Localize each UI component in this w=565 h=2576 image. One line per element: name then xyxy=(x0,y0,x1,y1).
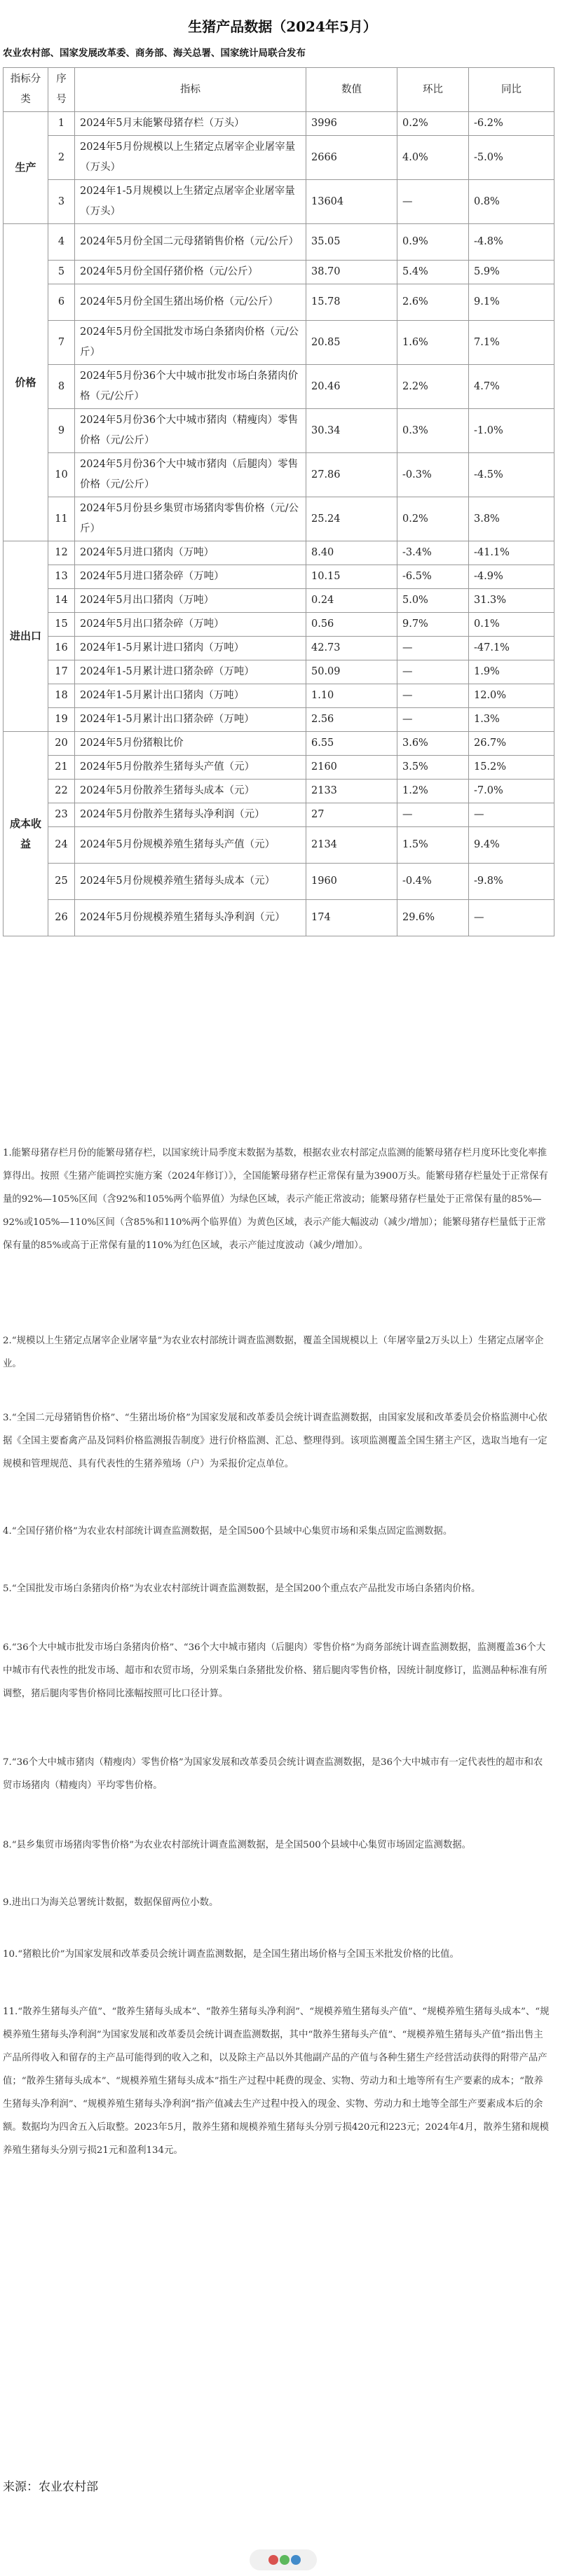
value-cell: 42.73 xyxy=(306,637,397,660)
table-row xyxy=(4,684,554,708)
seq-cell: 4 xyxy=(48,224,75,261)
seq-cell: 22 xyxy=(48,780,75,803)
category-cell: 价格 xyxy=(4,224,48,541)
value-cell: 38.70 xyxy=(306,261,397,284)
seq-cell: 19 xyxy=(48,708,75,732)
value-cell: 30.34 xyxy=(306,409,397,453)
note-paragraph: 8.“县乡集贸市场猪肉零售价格”为农业农村部统计调查监测数据，是全国500个县域中心集贸市场固定监测数据。 xyxy=(3,1840,471,1850)
seq-cell: 17 xyxy=(48,660,75,684)
indicator-cell: 2024年5月份散养生猪每头产值（元） xyxy=(75,756,306,780)
seq-cell: 26 xyxy=(48,900,75,936)
yoy-cell: -9.8% xyxy=(469,864,554,900)
mom-cell: — xyxy=(397,708,469,732)
indicator-cell: 2024年1-5月规模以上生猪定点屠宰企业屠宰量（万头） xyxy=(75,180,306,224)
value-cell: 13604 xyxy=(306,180,397,224)
yoy-cell: -47.1% xyxy=(469,637,554,660)
mom-cell: -0.4% xyxy=(397,864,469,900)
mom-cell: 4.0% xyxy=(397,136,469,180)
note-paragraph: 7.“36个大中城市猪肉（精瘦肉）零售价格”为国家发展和改革委员会统计调查监测数据，是36个大中城市有一定代表性的超市和农贸市场猪肉（精瘦肉）平均零售价格。 xyxy=(3,1757,543,1791)
value-cell: 20.85 xyxy=(306,321,397,365)
seq-cell: 23 xyxy=(48,803,75,827)
indicator-cell: 2024年5月份全国生猪出场价格（元/公斤） xyxy=(75,284,306,321)
table-row xyxy=(4,453,554,497)
table-row xyxy=(4,565,554,589)
table-row xyxy=(4,261,554,284)
table-row xyxy=(4,497,554,541)
seq-cell: 16 xyxy=(48,637,75,660)
indicator-cell: 2024年5月末能繁母猪存栏（万头） xyxy=(75,112,306,136)
mom-cell: — xyxy=(397,637,469,660)
header-category: 指标分类 xyxy=(4,68,48,112)
indicator-cell: 2024年5月进口猪杂碎（万吨） xyxy=(75,565,306,589)
value-cell: 3996 xyxy=(306,112,397,136)
table-row xyxy=(4,780,554,803)
table-row xyxy=(4,136,554,180)
note-paragraph: 5.“全国批发市场白条猪肉价格”为农业农村部统计调查监测数据，是全国200个重点农产品批发市场白条猪肉价格。 xyxy=(3,1584,481,1594)
mom-cell: — xyxy=(397,684,469,708)
indicator-cell: 2024年5月份规模以上生猪定点屠宰企业屠宰量（万头） xyxy=(75,136,306,180)
indicator-cell: 2024年5月份规模养殖生猪每头产值（元） xyxy=(75,827,306,864)
indicator-cell: 2024年5月份全国仔猪价格（元/公斤） xyxy=(75,261,306,284)
seq-cell: 14 xyxy=(48,589,75,613)
indicator-cell: 2024年5月份猪粮比价 xyxy=(75,732,306,756)
value-cell: 0.24 xyxy=(306,589,397,613)
seq-cell: 21 xyxy=(48,756,75,780)
category-cell: 成本收益 xyxy=(4,732,48,936)
header-value: 数值 xyxy=(306,68,397,112)
table-row xyxy=(4,589,554,613)
mom-cell: 1.5% xyxy=(397,827,469,864)
footer-logo-icon xyxy=(250,2544,317,2572)
indicator-cell: 2024年5月份36个大中城市猪肉（精瘦肉）零售价格（元/公斤） xyxy=(75,409,306,453)
yoy-cell: 0.1% xyxy=(469,613,554,637)
table-row xyxy=(4,112,554,136)
indicator-cell: 2024年5月份全国批发市场白条猪肉价格（元/公斤） xyxy=(75,321,306,365)
table-row xyxy=(4,365,554,409)
header-mom: 环比 xyxy=(397,68,469,112)
value-cell: 0.56 xyxy=(306,613,397,637)
yoy-cell: -4.8% xyxy=(469,224,554,261)
yoy-cell: 7.1% xyxy=(469,321,554,365)
value-cell: 35.05 xyxy=(306,224,397,261)
table-header-row xyxy=(4,68,554,112)
seq-cell: 15 xyxy=(48,613,75,637)
yoy-cell: 5.9% xyxy=(469,261,554,284)
yoy-cell: 12.0% xyxy=(469,684,554,708)
category-cell: 生产 xyxy=(4,112,48,224)
yoy-cell: 15.2% xyxy=(469,756,554,780)
note-paragraph: 1.能繁母猪存栏月份的能繁母猪存栏，以国家统计局季度末数据为基数，根据农业农村部定点监测的能繁母猪存栏月度环比变化率推算得出。按照《生猪产能调控实施方案（2024年修订）》，全国能繁母猪存栏正常保有量为3900万头。能繁母猪存栏量处于正常保有量的92%—105%区间（含92%和105%两个临界值）为绿色区域，表示产能正常波动；能繁母猪存栏量处于正常保有量的85%—92%或105%—110%区间（含85%和110%两个临界值）为黄色区域，表示产能大幅波动（减少/增加）；能繁母猪存栏量低于正常保有量的85%或高于正常保有量的110%为红色区域，表示产能过度波动（减少/增加）。 xyxy=(3,1148,548,1251)
mom-cell: 5.4% xyxy=(397,261,469,284)
table-row xyxy=(4,900,554,936)
note-paragraph: 2.“规模以上生猪定点屠宰企业屠宰量”为农业农村部统计调查监测数据，覆盖全国规模以上（年屠宰量2万头以上）生猪定点屠宰企业。 xyxy=(3,1336,544,1369)
mom-cell: 3.5% xyxy=(397,756,469,780)
yoy-cell: — xyxy=(469,803,554,827)
table-row xyxy=(4,660,554,684)
yoy-cell: 1.3% xyxy=(469,708,554,732)
mom-cell: -0.3% xyxy=(397,453,469,497)
mom-cell: — xyxy=(397,180,469,224)
table-row xyxy=(4,409,554,453)
mom-cell: 0.2% xyxy=(397,112,469,136)
value-cell: 20.46 xyxy=(306,365,397,409)
mom-cell: 1.6% xyxy=(397,321,469,365)
yoy-cell: — xyxy=(469,900,554,936)
indicator-cell: 2024年1-5月累计进口猪肉（万吨） xyxy=(75,637,306,660)
yoy-cell: 31.3% xyxy=(469,589,554,613)
note-paragraph: 10.“猪粮比价”为国家发展和改革委员会统计调查监测数据，是全国生猪出场价格与全国玉米批发价格的比值。 xyxy=(3,1949,459,1960)
indicator-cell: 2024年5月进口猪肉（万吨） xyxy=(75,541,306,565)
seq-cell: 10 xyxy=(48,453,75,497)
header-seq: 序号 xyxy=(48,68,75,112)
seq-cell: 11 xyxy=(48,497,75,541)
value-cell: 27 xyxy=(306,803,397,827)
yoy-cell: -1.0% xyxy=(469,409,554,453)
seq-cell: 24 xyxy=(48,827,75,864)
indicator-cell: 2024年5月份散养生猪每头净利润（元） xyxy=(75,803,306,827)
yoy-cell: -41.1% xyxy=(469,541,554,565)
indicator-cell: 2024年5月份规模养殖生猪每头成本（元） xyxy=(75,864,306,900)
value-cell: 2133 xyxy=(306,780,397,803)
mom-cell: 0.2% xyxy=(397,497,469,541)
note-paragraph: 9.进出口为海关总署统计数据，数据保留两位小数。 xyxy=(3,1897,219,1908)
mom-cell: 9.7% xyxy=(397,613,469,637)
seq-cell: 3 xyxy=(48,180,75,224)
seq-cell: 6 xyxy=(48,284,75,321)
yoy-cell: -5.0% xyxy=(469,136,554,180)
value-cell: 10.15 xyxy=(306,565,397,589)
indicator-cell: 2024年5月份散养生猪每头成本（元） xyxy=(75,780,306,803)
yoy-cell: -7.0% xyxy=(469,780,554,803)
mom-cell: 0.9% xyxy=(397,224,469,261)
indicator-cell: 2024年5月份规模养殖生猪每头净利润（元） xyxy=(75,900,306,936)
value-cell: 1.10 xyxy=(306,684,397,708)
indicator-cell: 2024年5月出口猪杂碎（万吨） xyxy=(75,613,306,637)
yoy-cell: 26.7% xyxy=(469,732,554,756)
table-row xyxy=(4,803,554,827)
value-cell: 27.86 xyxy=(306,453,397,497)
indicator-cell: 2024年5月份全国二元母猪销售价格（元/公斤） xyxy=(75,224,306,261)
table-row xyxy=(4,613,554,637)
note-paragraph: 3.“全国二元母猪销售价格”、“生猪出场价格”为国家发展和改革委员会统计调查监测数据，由国家发展和改革委员会价格监测中心依据《全国主要畜禽产品及饲料价格监测报告制度》进行价格监测、汇总、整理得到。该项监测覆盖全国生猪主产区，选取当地有一定规模和管理规范、具有代表性的生猪养殖场（户）为采报价定点单位。 xyxy=(3,1413,547,1469)
seq-cell: 20 xyxy=(48,732,75,756)
seq-cell: 5 xyxy=(48,261,75,284)
seq-cell: 12 xyxy=(48,541,75,565)
mom-cell: -3.4% xyxy=(397,541,469,565)
value-cell: 15.78 xyxy=(306,284,397,321)
yoy-cell: 3.8% xyxy=(469,497,554,541)
source-line: 来源：农业农村部 xyxy=(3,2480,98,2494)
seq-cell: 8 xyxy=(48,365,75,409)
indicator-cell: 2024年1-5月累计进口猪杂碎（万吨） xyxy=(75,660,306,684)
indicator-cell: 2024年5月出口猪肉（万吨） xyxy=(75,589,306,613)
category-cell: 进出口 xyxy=(4,541,48,732)
seq-cell: 1 xyxy=(48,112,75,136)
mom-cell: 1.2% xyxy=(397,780,469,803)
indicator-cell: 2024年1-5月累计出口猪肉（万吨） xyxy=(75,684,306,708)
note-paragraph: 4.“全国仔猪价格”为农业农村部统计调查监测数据，是全国500个县域中心集贸市场和采集点固定监测数据。 xyxy=(3,1526,453,1537)
value-cell: 2666 xyxy=(306,136,397,180)
seq-cell: 9 xyxy=(48,409,75,453)
yoy-cell: 4.7% xyxy=(469,365,554,409)
mom-cell: 29.6% xyxy=(397,900,469,936)
table-row xyxy=(4,541,554,565)
mom-cell: 5.0% xyxy=(397,589,469,613)
value-cell: 174 xyxy=(306,900,397,936)
yoy-cell: 1.9% xyxy=(469,660,554,684)
value-cell: 2134 xyxy=(306,827,397,864)
publisher-line: 农业农村部、国家发展改革委、商务部、海关总署、国家统计局联合发布 xyxy=(3,48,306,59)
table-row xyxy=(4,756,554,780)
note-paragraph: 11.“散养生猪每头产值”、“散养生猪每头成本”、“散养生猪每头净利润”、“规模养殖生猪每头产值”、“规模养殖生猪每头成本”、“规模养殖生猪每头净利润”为国家发展和改革委员会统计调查监测数据，其中“散养生猪每头产值”、“规模养殖生猪每头产值”指出售主产品所得收入和留存的主产品可能得到的收入之和，以及除主产品以外其他副产品的产值与各种生猪生产经营活动获得的附带产品产值；“散养生猪每头成本”、“规模养殖生猪每头成本”指生产过程中耗费的现金、实物、劳动力和土地等所有生产要素的成本；“散养生猪每头净利润”、“规模养殖生猪每头净利润”指产值减去生产过程中投入的现金、实物、劳动力和土地等全部生产要素成本后的余额。数据均为四舍五入后取整。2023年5月，散养生猪和规模养殖生猪每头分别亏损420元和223元；2024年4月，散养生猪和规模养殖生猪每头分别亏损21元和盈利134元。 xyxy=(3,2007,550,2156)
value-cell: 2160 xyxy=(306,756,397,780)
table-row xyxy=(4,321,554,365)
table-row xyxy=(4,864,554,900)
table-row xyxy=(4,180,554,224)
value-cell: 25.24 xyxy=(306,497,397,541)
mom-cell: — xyxy=(397,803,469,827)
indicator-cell: 2024年5月份县乡集贸市场猪肉零售价格（元/公斤） xyxy=(75,497,306,541)
seq-cell: 7 xyxy=(48,321,75,365)
yoy-cell: -4.9% xyxy=(469,565,554,589)
mom-cell: 2.6% xyxy=(397,284,469,321)
table-row xyxy=(4,224,554,261)
yoy-cell: 0.8% xyxy=(469,180,554,224)
value-cell: 8.40 xyxy=(306,541,397,565)
yoy-cell: 9.1% xyxy=(469,284,554,321)
indicator-cell: 2024年1-5月累计出口猪杂碎（万吨） xyxy=(75,708,306,732)
header-yoy: 同比 xyxy=(469,68,554,112)
value-cell: 6.55 xyxy=(306,732,397,756)
value-cell: 50.09 xyxy=(306,660,397,684)
indicator-cell: 2024年5月份36个大中城市批发市场白条猪肉价格（元/公斤） xyxy=(75,365,306,409)
yoy-cell: 9.4% xyxy=(469,827,554,864)
value-cell: 2.56 xyxy=(306,708,397,732)
mom-cell: — xyxy=(397,660,469,684)
seq-cell: 13 xyxy=(48,565,75,589)
data-table xyxy=(3,67,554,936)
indicator-cell: 2024年5月份36个大中城市猪肉（后腿肉）零售价格（元/公斤） xyxy=(75,453,306,497)
mom-cell: 3.6% xyxy=(397,732,469,756)
value-cell: 1960 xyxy=(306,864,397,900)
table-row xyxy=(4,637,554,660)
table-row xyxy=(4,732,554,756)
page-title: 生猪产品数据（2024年5月） xyxy=(188,18,377,35)
table-row xyxy=(4,827,554,864)
yoy-cell: -4.5% xyxy=(469,453,554,497)
seq-cell: 25 xyxy=(48,864,75,900)
yoy-cell: -6.2% xyxy=(469,112,554,136)
table-row xyxy=(4,708,554,732)
mom-cell: 0.3% xyxy=(397,409,469,453)
mom-cell: 2.2% xyxy=(397,365,469,409)
seq-cell: 18 xyxy=(48,684,75,708)
seq-cell: 2 xyxy=(48,136,75,180)
table-row xyxy=(4,284,554,321)
header-indicator: 指标 xyxy=(75,68,306,112)
mom-cell: -6.5% xyxy=(397,565,469,589)
note-paragraph: 6.“36个大中城市批发市场白条猪肉价格”、“36个大中城市猪肉（后腿肉）零售价格”为商务部统计调查监测数据，监测覆盖36个大中城市有代表性的批发市场、超市和农贸市场，分别采集白条猪批发价格、猪后腿肉零售价格，因统计制度修订，监测品种标准有所调整，猪后腿肉零售价格同比涨幅按照可比口径计算。 xyxy=(3,1642,547,1699)
